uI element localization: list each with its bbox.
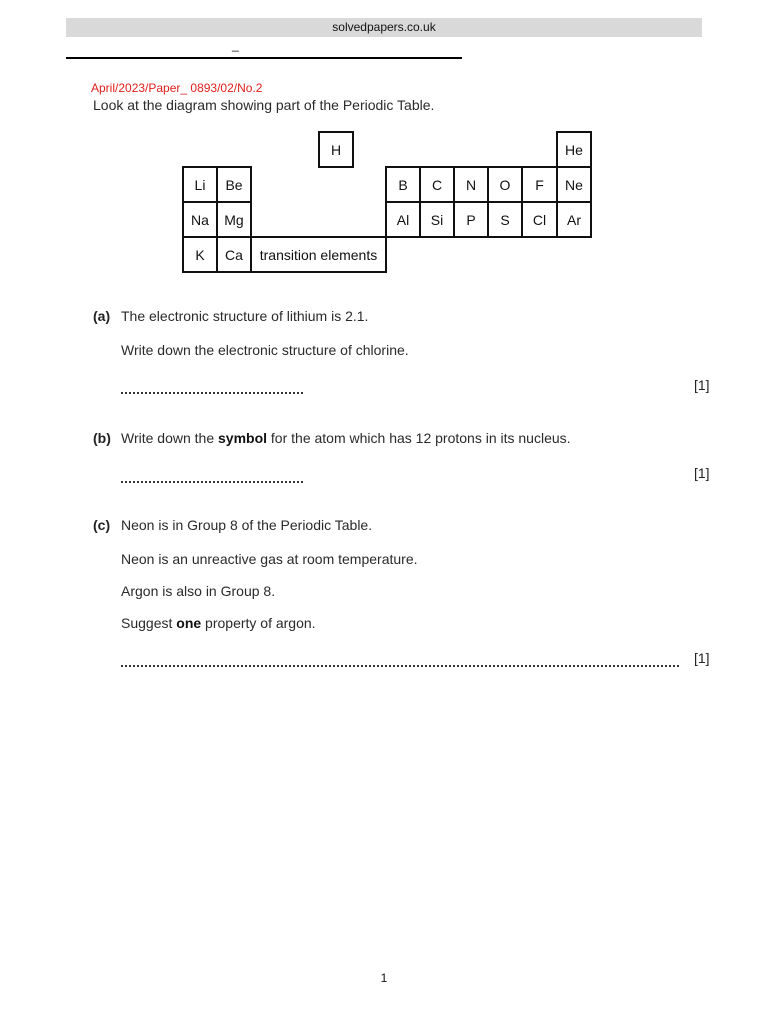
answer-line-b[interactable] — [121, 481, 303, 483]
cell-S: S — [487, 201, 523, 238]
cell-K: K — [182, 236, 218, 273]
page-number: 1 — [380, 971, 388, 985]
question-c-label: (c) — [93, 517, 111, 533]
answer-line-c[interactable] — [121, 665, 679, 667]
cell-Ca: Ca — [216, 236, 252, 273]
header-dash: _ — [232, 38, 239, 52]
cell-N: N — [453, 166, 489, 203]
cell-transition-elements: transition elements — [250, 236, 387, 273]
question-c-line4 — [121, 615, 316, 631]
cell-H: H — [318, 131, 354, 168]
cell-F: F — [521, 166, 558, 203]
question-b-label: (b) — [93, 430, 111, 446]
answer-line-a[interactable] — [121, 392, 303, 394]
cell-Mg: Mg — [216, 201, 252, 238]
cell-B: B — [385, 166, 421, 203]
question-a-line2: Write down the electronic structure of chlorine. — [121, 342, 409, 358]
question-intro: Look at the diagram showing part of the Periodic Table. — [93, 97, 435, 113]
question-b-bold: symbol — [218, 430, 268, 446]
question-b-text — [121, 430, 571, 446]
site-banner: solvedpapers.co.uk — [66, 18, 702, 37]
question-a-label: (a) — [93, 308, 111, 324]
header-rule — [66, 57, 462, 59]
question-c-line4-post: property of argon. — [201, 615, 316, 631]
cell-Al: Al — [385, 201, 421, 238]
question-b-pre: Write down the — [121, 430, 219, 446]
question-c-line4-pre: Suggest — [121, 615, 177, 631]
cell-Ne: Ne — [556, 166, 592, 203]
question-c-line2: Neon is an unreactive gas at room temperature. — [121, 551, 418, 567]
question-a-mark: [1] — [694, 377, 710, 393]
cell-Na: Na — [182, 201, 218, 238]
cell-C: C — [419, 166, 455, 203]
question-b-post: for the atom which has 12 protons in its nucleus. — [267, 430, 571, 446]
cell-Ar: Ar — [556, 201, 592, 238]
cell-Li: Li — [182, 166, 218, 203]
question-c-mark: [1] — [694, 650, 710, 666]
cell-Cl: Cl — [521, 201, 558, 238]
question-c-line3: Argon is also in Group 8. — [121, 583, 276, 599]
question-c-line4-bold: one — [176, 615, 202, 631]
question-a-line1: The electronic structure of lithium is 2.1. — [121, 308, 369, 324]
question-b-mark: [1] — [694, 465, 710, 481]
cell-Si: Si — [419, 201, 455, 238]
paper-reference: April/2023/Paper_ 0893/02/No.2 — [91, 81, 263, 95]
cell-Be: Be — [216, 166, 252, 203]
cell-He: He — [556, 131, 592, 168]
cell-O: O — [487, 166, 523, 203]
cell-P: P — [453, 201, 489, 238]
question-c-line1: Neon is in Group 8 of the Periodic Table. — [121, 517, 373, 533]
